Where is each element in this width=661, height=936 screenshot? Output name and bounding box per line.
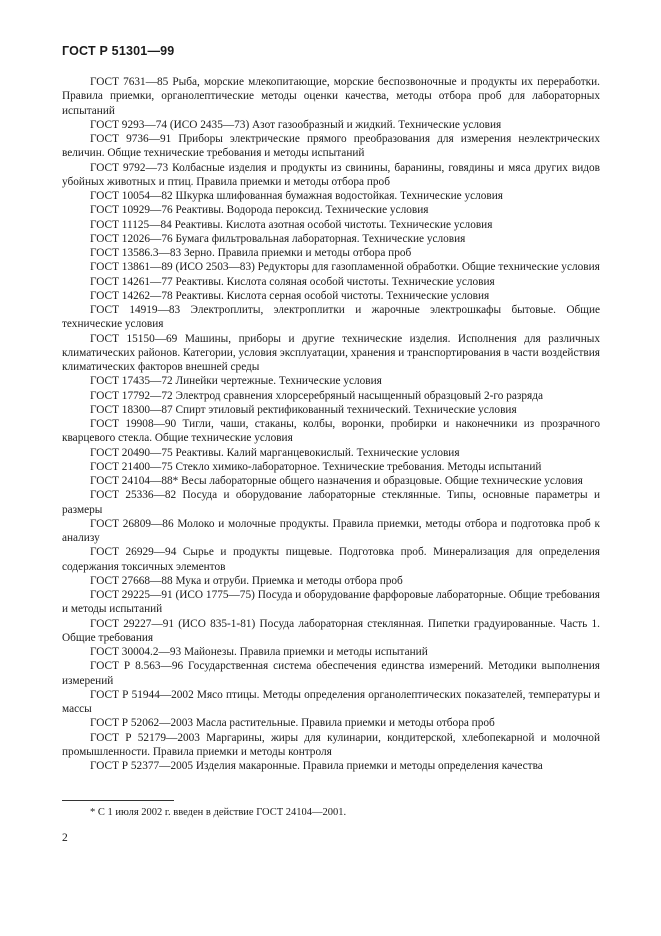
reference-item: ГОСТ 26929—94 Сырье и продукты пищевые. Подготовка проб. Минерализация для определения содержания токсичных элементов <box>62 546 600 573</box>
footnote-divider <box>62 800 174 801</box>
reference-item: ГОСТ 11125—84 Реактивы. Кислота азотная особой чистоты. Технические условия <box>90 218 493 231</box>
reference-item: ГОСТ 7631—85 Рыба, морские млекопитающие, морские беспозвоночные и продукты их переработки. Правила приемки, органолептические методы оценки качества, методы отбора проб для лабораторных испытаний <box>62 76 600 117</box>
reference-item: ГОСТ 15150—69 Машины, приборы и другие технические изделия. Исполнения для различных климатических районов. Категории, условия эксплуатации, хранения и транспортирования в части воздействия климатических факторов внешней среды <box>62 332 600 373</box>
reference-item: ГОСТ 14919—83 Электроплиты, электроплитки и жарочные электрошкафы бытовые. Общие технические условия <box>62 304 600 331</box>
reference-item: ГОСТ 27668—88 Мука и отруби. Приемка и методы отбора проб <box>90 574 403 587</box>
reference-item: ГОСТ Р 51944—2002 Мясо птицы. Методы определения органолептических показателей, температуры и массы <box>62 688 600 715</box>
reference-item: ГОСТ 9293—74 (ИСО 2435—73) Азот газообразный и жидкий. Технические условия <box>90 118 502 131</box>
reference-item: ГОСТ 25336—82 Посуда и оборудование лабораторные стеклянные. Типы, основные параметры и размеры <box>62 489 600 516</box>
reference-item: ГОСТ Р 52062—2003 Масла растительные. Правила приемки и методы отбора проб <box>90 717 495 730</box>
reference-item: ГОСТ 12026—76 Бумага фильтровальная лабораторная. Технические условия <box>90 232 466 245</box>
reference-item: ГОСТ 17435—72 Линейки чертежные. Технические условия <box>90 375 382 388</box>
page-number: 2 <box>62 832 68 844</box>
reference-item: ГОСТ Р 8.563—96 Государственная система обеспечения единства измерений. Методики выполнения измерений <box>62 660 600 687</box>
reference-item: ГОСТ 13586.3—83 Зерно. Правила приемки и методы отбора проб <box>90 247 412 259</box>
reference-item: ГОСТ 24104—88* Весы лабораторные общего назначения и образцовые. Общие технические условия <box>90 475 583 487</box>
footnote: * С 1 июля 2002 г. введен в действие ГОСТ 24104—2001. <box>90 807 347 818</box>
reference-item: ГОСТ 9792—73 Колбасные изделия и продукты из свинины, баранины, говядины и мяса других видов убойных животных и птиц. Правила приемки и методы отбора проб <box>62 161 600 188</box>
reference-item: ГОСТ 21400—75 Стекло химико-лабораторное. Технические требования. Методы испытаний <box>90 460 542 473</box>
reference-item: ГОСТ 29225—91 (ИСО 1775—75) Посуда и оборудование фарфоровые лабораторные. Общие требования и методы испытаний <box>62 589 600 616</box>
reference-item: ГОСТ 10054—82 Шкурка шлифованная бумажная водостойкая. Технические условия <box>90 190 503 202</box>
reference-item: ГОСТ 30004.2—93 Майонезы. Правила приемки и методы испытаний <box>90 646 428 658</box>
reference-item: ГОСТ 20490—75 Реактивы. Калий марганцевокислый. Технические условия <box>90 446 460 459</box>
reference-item: ГОСТ 9736—91 Приборы электрические прямого преобразования для измерения неэлектрических величин. Общие технические требования и методы испытаний <box>62 133 600 160</box>
reference-item: ГОСТ 19908—90 Тигли, чаши, стаканы, колбы, воронки, пробирки и наконечники из прозрачного кварцевого стекла. Общие технические условия <box>62 418 600 445</box>
references-list <box>62 75 600 773</box>
reference-item: ГОСТ 18300—87 Спирт этиловый ректификованный технический. Технические условия <box>90 403 517 416</box>
reference-item: ГОСТ 14262—78 Реактивы. Кислота серная особой чистоты. Технические условия <box>90 289 490 302</box>
reference-item: ГОСТ 17792—72 Электрод сравнения хлорсеребряный насыщенный образцовый 2-го разряда <box>90 389 543 402</box>
reference-item: ГОСТ Р 52179—2003 Маргарины, жиры для кулинарии, кондитерской, хлебопекарной и молочной промышленности. Правила приемки и методы контроля <box>62 731 600 758</box>
reference-item: ГОСТ Р 52377—2005 Изделия макаронные. Правила приемки и методы определения качества <box>90 760 543 772</box>
reference-item: ГОСТ 14261—77 Реактивы. Кислота соляная особой чистоты. Технические условия <box>90 275 495 288</box>
page-header: ГОСТ Р 51301—99 <box>62 44 175 58</box>
reference-item: ГОСТ 13861—89 (ИСО 2503—83) Редукторы для газопламенной обработки. Общие технические условия <box>90 261 600 274</box>
reference-item: ГОСТ 26809—86 Молоко и молочные продукты. Правила приемки, методы отбора и подготовка проб к анализу <box>62 517 600 544</box>
reference-item: ГОСТ 10929—76 Реактивы. Водорода пероксид. Технические условия <box>90 204 429 217</box>
reference-item: ГОСТ 29227—91 (ИСО 835-1-81) Посуда лабораторная стеклянная. Пипетки градуированные. Часть 1. Общие требования <box>62 617 600 644</box>
